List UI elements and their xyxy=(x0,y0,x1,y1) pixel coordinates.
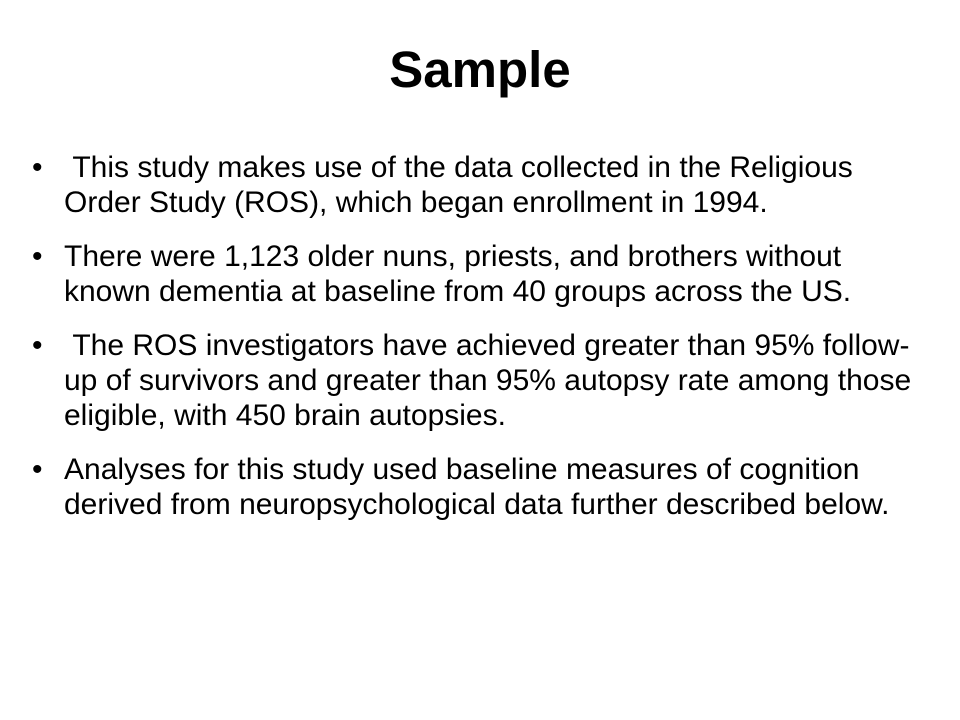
bullet-marker: • xyxy=(32,453,43,486)
bullet-item xyxy=(32,239,932,309)
bullet-text: There were 1,123 older nuns, priests, and brothers without known dementia at baseline from 40 groups across the US. xyxy=(64,240,852,308)
bullet-item xyxy=(32,328,932,433)
bullet-marker: • xyxy=(32,240,43,273)
bullet-text: The ROS investigators have achieved greater than 95% follow-up of survivors and greater than 95% autopsy rate among those eligible, with 450 brain autopsies. xyxy=(64,329,920,432)
bullet-text: This study makes use of the data collected in the Religious Order Study (ROS), which began enrollment in 1994. xyxy=(64,151,862,219)
bullet-item xyxy=(32,452,932,522)
bullet-marker: • xyxy=(32,151,43,184)
bullet-text: Analyses for this study used baseline measures of cognition derived from neuropsychological data further described below. xyxy=(64,453,890,521)
slide-title: Sample xyxy=(389,41,571,98)
bullet-item xyxy=(32,150,932,220)
bullet-marker: • xyxy=(32,329,43,362)
bullet-list xyxy=(32,150,932,541)
